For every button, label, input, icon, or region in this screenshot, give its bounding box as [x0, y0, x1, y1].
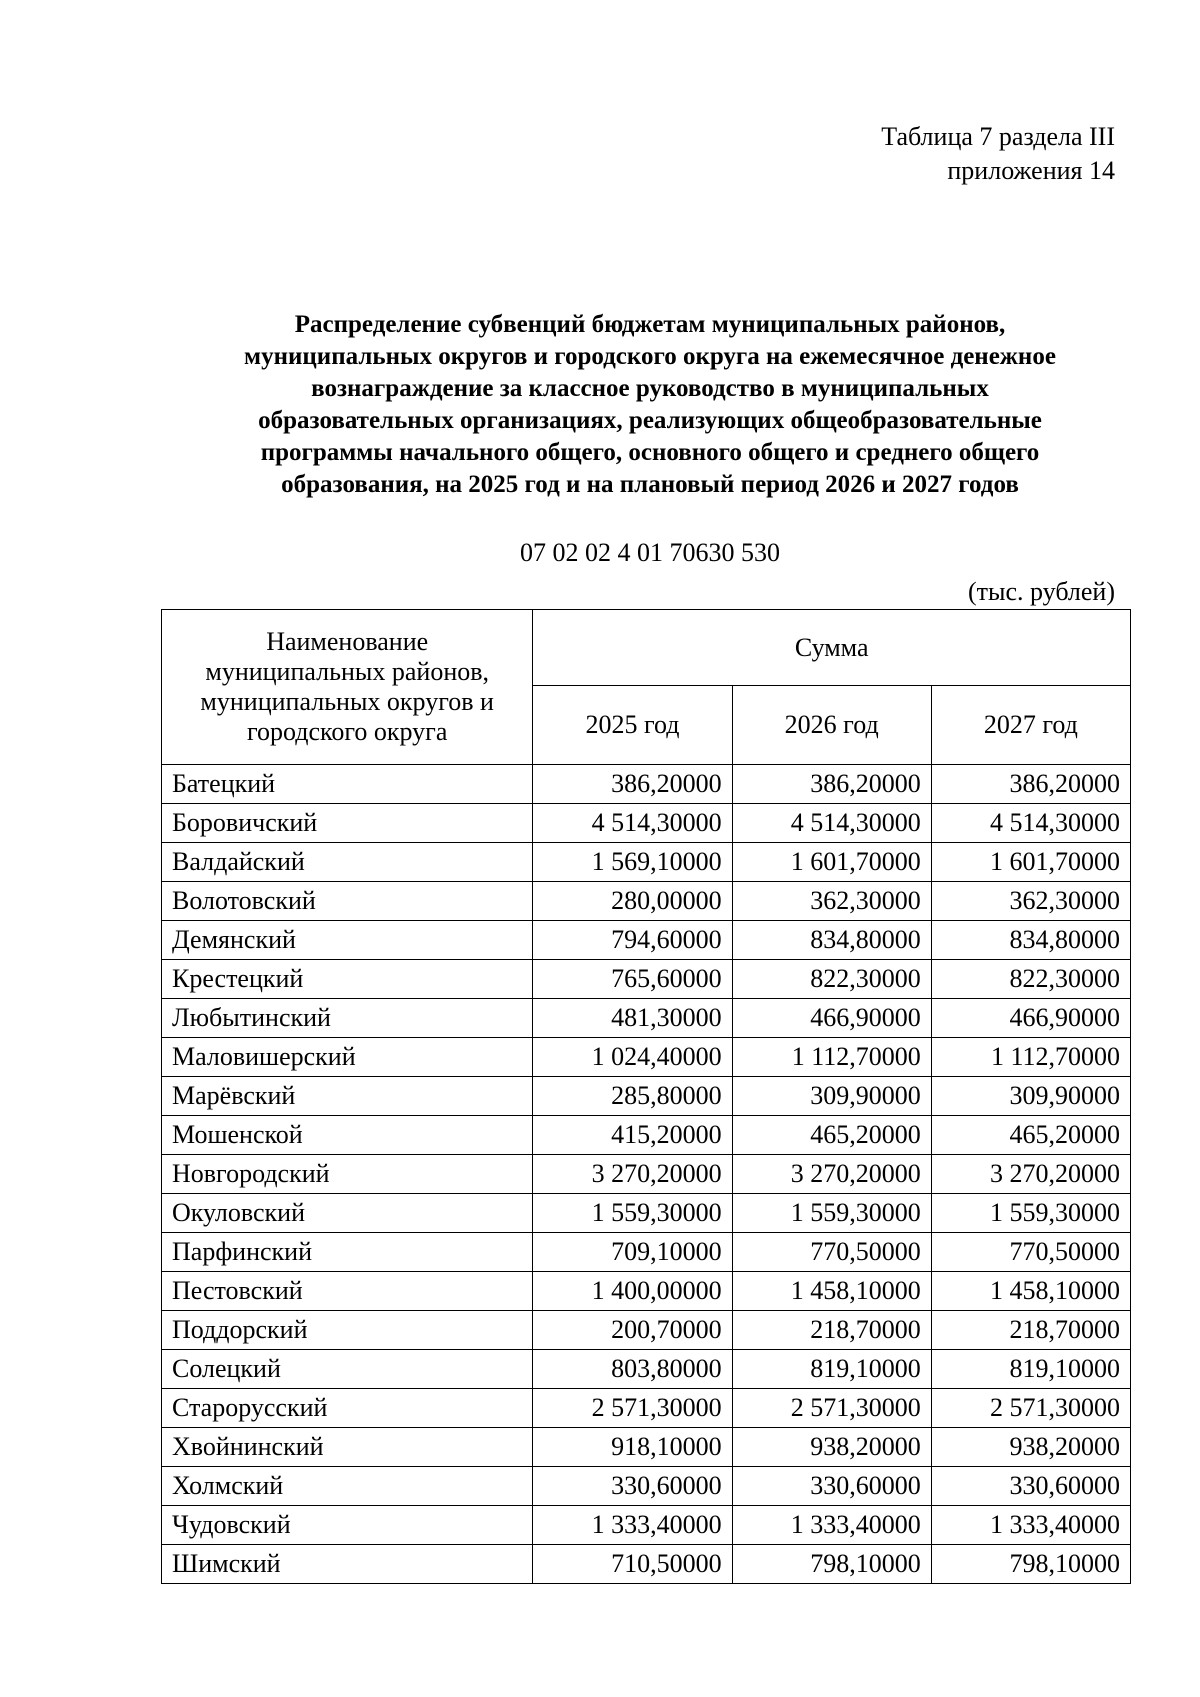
amount-2026-cell: 938,20000 — [732, 1428, 931, 1467]
table-row — [162, 1311, 1131, 1350]
amount-2027-cell: 330,60000 — [931, 1467, 1130, 1506]
amount-2027-cell: 798,10000 — [931, 1545, 1130, 1584]
table-row — [162, 1272, 1131, 1311]
units-label: (тыс. рублей) — [967, 577, 1115, 606]
district-name-cell: Окуловский — [162, 1194, 533, 1233]
amount-2025-cell: 3 270,20000 — [533, 1155, 732, 1194]
district-name-cell: Валдайский — [162, 843, 533, 882]
table-row — [162, 1077, 1131, 1116]
title-line: образования, на 2025 год и на плановый период 2026 и 2027 годов — [281, 471, 1019, 498]
amount-2027-cell: 362,30000 — [931, 882, 1130, 921]
title-line: вознаграждение за классное руководство в муниципальных — [311, 375, 989, 402]
district-name-cell: Мошенской — [162, 1116, 533, 1155]
table-row — [162, 921, 1131, 960]
amount-2025-cell: 1 333,40000 — [533, 1506, 732, 1545]
table-reference-line-2: приложения 14 — [947, 155, 1115, 185]
amount-2026-cell: 362,30000 — [732, 882, 931, 921]
amount-2026-cell: 386,20000 — [732, 765, 931, 804]
district-name-cell: Батецкий — [162, 765, 533, 804]
amount-2027-cell: 938,20000 — [931, 1428, 1130, 1467]
amount-2025-cell: 765,60000 — [533, 960, 732, 999]
table-body — [162, 765, 1131, 1584]
district-name-cell: Чудовский — [162, 1506, 533, 1545]
amount-2027-cell: 466,90000 — [931, 999, 1130, 1038]
amount-2026-cell: 1 458,10000 — [732, 1272, 931, 1311]
amount-2027-cell: 2 571,30000 — [931, 1389, 1130, 1428]
amount-2025-cell: 1 400,00000 — [533, 1272, 732, 1311]
amount-2025-cell: 330,60000 — [533, 1467, 732, 1506]
table-row — [162, 1038, 1131, 1077]
amount-2027-cell: 1 333,40000 — [931, 1506, 1130, 1545]
amount-2027-cell: 218,70000 — [931, 1311, 1130, 1350]
district-name-cell: Крестецкий — [162, 960, 533, 999]
amount-2027-cell: 770,50000 — [931, 1233, 1130, 1272]
district-name-cell: Волотовский — [162, 882, 533, 921]
table-row — [162, 999, 1131, 1038]
district-name-cell: Шимский — [162, 1545, 533, 1584]
district-name-cell: Хвойнинский — [162, 1428, 533, 1467]
amount-2027-cell: 3 270,20000 — [931, 1155, 1130, 1194]
district-name-cell: Поддорский — [162, 1311, 533, 1350]
table-reference — [881, 120, 1115, 188]
budget-classification-code: 07 02 02 4 01 70630 530 — [520, 538, 780, 567]
amount-2026-cell: 466,90000 — [732, 999, 931, 1038]
amount-2026-cell: 309,90000 — [732, 1077, 931, 1116]
amount-2025-cell: 481,30000 — [533, 999, 732, 1038]
year-2026-header: 2026 год — [732, 686, 931, 765]
table-row — [162, 1233, 1131, 1272]
amount-2025-cell: 918,10000 — [533, 1428, 732, 1467]
amount-2027-cell: 1 601,70000 — [931, 843, 1130, 882]
district-name-cell: Новгородский — [162, 1155, 533, 1194]
amount-2026-cell: 4 514,30000 — [732, 804, 931, 843]
table-row — [162, 1350, 1131, 1389]
amount-2027-cell: 465,20000 — [931, 1116, 1130, 1155]
amount-2027-cell: 822,30000 — [931, 960, 1130, 999]
amount-2026-cell: 834,80000 — [732, 921, 931, 960]
name-header-line: муниципальных районов, — [205, 657, 490, 686]
district-name-cell: Марёвский — [162, 1077, 533, 1116]
amount-2027-cell: 819,10000 — [931, 1350, 1130, 1389]
table-row — [162, 882, 1131, 921]
amount-2025-cell: 2 571,30000 — [533, 1389, 732, 1428]
table-row — [162, 1155, 1131, 1194]
district-name-cell: Маловишерский — [162, 1038, 533, 1077]
table-row — [162, 1467, 1131, 1506]
amount-2025-cell: 1 559,30000 — [533, 1194, 732, 1233]
table-row — [162, 1428, 1131, 1467]
amount-2026-cell: 3 270,20000 — [732, 1155, 931, 1194]
table-row — [162, 765, 1131, 804]
amount-2025-cell: 280,00000 — [533, 882, 732, 921]
amount-2025-cell: 285,80000 — [533, 1077, 732, 1116]
amount-2026-cell: 1 333,40000 — [732, 1506, 931, 1545]
amount-2025-cell: 4 514,30000 — [533, 804, 732, 843]
amount-2026-cell: 819,10000 — [732, 1350, 931, 1389]
district-name-cell: Холмский — [162, 1467, 533, 1506]
table-row — [162, 1194, 1131, 1233]
name-header-line: городского округа — [247, 717, 448, 746]
table-row — [162, 804, 1131, 843]
amount-2025-cell: 1 024,40000 — [533, 1038, 732, 1077]
amount-2025-cell: 709,10000 — [533, 1233, 732, 1272]
amount-2026-cell: 2 571,30000 — [732, 1389, 931, 1428]
amount-2026-cell: 1 559,30000 — [732, 1194, 931, 1233]
table-reference-line-1: Таблица 7 раздела III — [881, 122, 1115, 151]
district-name-cell: Старорусский — [162, 1389, 533, 1428]
amount-2026-cell: 465,20000 — [732, 1116, 931, 1155]
title-line: программы начального общего, основного общего и среднего общего — [260, 439, 1040, 466]
name-column-header — [162, 610, 533, 765]
amount-2025-cell: 386,20000 — [533, 765, 732, 804]
amount-2025-cell: 794,60000 — [533, 921, 732, 960]
table-row — [162, 843, 1131, 882]
table-row — [162, 1116, 1131, 1155]
amount-2025-cell: 803,80000 — [533, 1350, 732, 1389]
year-2025-header: 2025 год — [533, 686, 732, 765]
amount-2026-cell: 798,10000 — [732, 1545, 931, 1584]
subvention-table — [161, 609, 1131, 1584]
amount-2026-cell: 218,70000 — [732, 1311, 931, 1350]
amount-2026-cell: 1 112,70000 — [732, 1038, 931, 1077]
title-line: Распределение субвенций бюджетам муниципальных районов, — [294, 311, 1006, 338]
amount-2027-cell: 4 514,30000 — [931, 804, 1130, 843]
title-line: муниципальных округов и городского округа на ежемесячное денежное — [244, 343, 1056, 370]
year-2027-header: 2027 год — [931, 686, 1130, 765]
document-title — [160, 309, 1140, 501]
table-row — [162, 1506, 1131, 1545]
amount-2025-cell: 1 569,10000 — [533, 843, 732, 882]
amount-2027-cell: 309,90000 — [931, 1077, 1130, 1116]
amount-2025-cell: 200,70000 — [533, 1311, 732, 1350]
amount-2027-cell: 386,20000 — [931, 765, 1130, 804]
amount-2026-cell: 330,60000 — [732, 1467, 931, 1506]
amount-2027-cell: 1 559,30000 — [931, 1194, 1130, 1233]
amount-2026-cell: 822,30000 — [732, 960, 931, 999]
sum-column-header: Сумма — [533, 610, 1131, 686]
district-name-cell: Демянский — [162, 921, 533, 960]
district-name-cell: Боровичский — [162, 804, 533, 843]
amount-2025-cell: 710,50000 — [533, 1545, 732, 1584]
amount-2027-cell: 834,80000 — [931, 921, 1130, 960]
district-name-cell: Пестовский — [162, 1272, 533, 1311]
amount-2025-cell: 415,20000 — [533, 1116, 732, 1155]
district-name-cell: Солецкий — [162, 1350, 533, 1389]
amount-2026-cell: 770,50000 — [732, 1233, 931, 1272]
district-name-cell: Любытинский — [162, 999, 533, 1038]
title-line: образовательных организациях, реализующих общеобразовательные — [258, 407, 1042, 434]
amount-2027-cell: 1 112,70000 — [931, 1038, 1130, 1077]
amount-2026-cell: 1 601,70000 — [732, 843, 931, 882]
name-header-line: Наименование — [266, 627, 429, 656]
table-row — [162, 1545, 1131, 1584]
name-header-line: муниципальных округов и — [200, 687, 494, 716]
table-row — [162, 1389, 1131, 1428]
amount-2027-cell: 1 458,10000 — [931, 1272, 1130, 1311]
district-name-cell: Парфинский — [162, 1233, 533, 1272]
table-row — [162, 960, 1131, 999]
